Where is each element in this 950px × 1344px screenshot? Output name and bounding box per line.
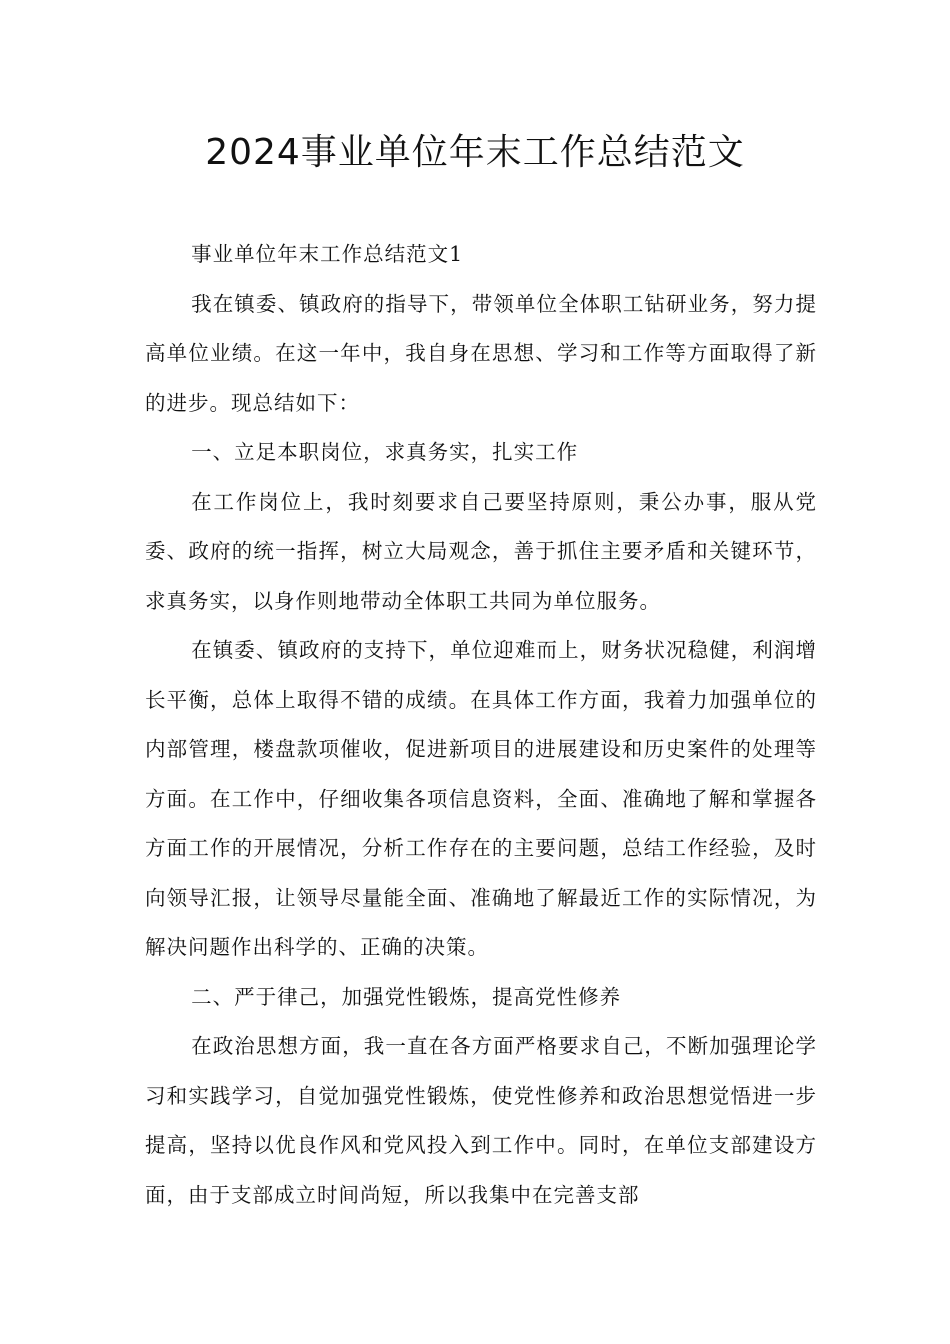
section-heading-1: 一、立足本职岗位，求真务实，扎实工作 [191, 440, 579, 464]
document-title: 2024事业单位年末工作总结范文 [205, 132, 745, 173]
body-paragraph: 在政治思想方面，我一直在各方面严格要求自己，不断加强理论学习和实践学习，自觉加强党性锻炼，使党性修养和政治思想觉悟进一步提高，坚持以优良作风和党风投入到工作中。同时，在单位支部建设方面，由于支部成立时间尚短，所以我集中在完善支部 [145, 1034, 817, 1207]
subtitle-paragraph: 事业单位年末工作总结范文1 [191, 242, 464, 266]
intro-paragraph: 我在镇委、镇政府的指导下，带领单位全体职工钻研业务，努力提高单位业绩。在这一年中，我自身在思想、学习和工作等方面取得了新的进步。现总结如下： [145, 291, 817, 415]
body-paragraph: 在镇委、镇政府的支持下，单位迎难而上，财务状况稳健，利润增长平衡，总体上取得不错的成绩。在具体工作方面，我着力加强单位的内部管理，楼盘款项催收，促进新项目的进展建设和历史案件的处理等方面。在工作中，仔细收集各项信息资料，全面、准确地了解和掌握各方面工作的开展情况，分析工作存在的主要问题，总结工作经验，及时向领导汇报，让领导尽量能全面、准确地了解最近工作的实际情况，为解决问题作出科学的、正确的决策。 [145, 638, 817, 959]
body-paragraph: 在工作岗位上，我时刻要求自己要坚持原则，秉公办事，服从党委、政府的统一指挥，树立大局观念，善于抓住主要矛盾和关键环节，求真务实，以身作则地带动全体职工共同为单位服务。 [145, 489, 817, 613]
document-body [145, 230, 817, 1220]
section-heading-2: 二、严于律己，加强党性锻炼，提高党性修养 [191, 984, 622, 1009]
